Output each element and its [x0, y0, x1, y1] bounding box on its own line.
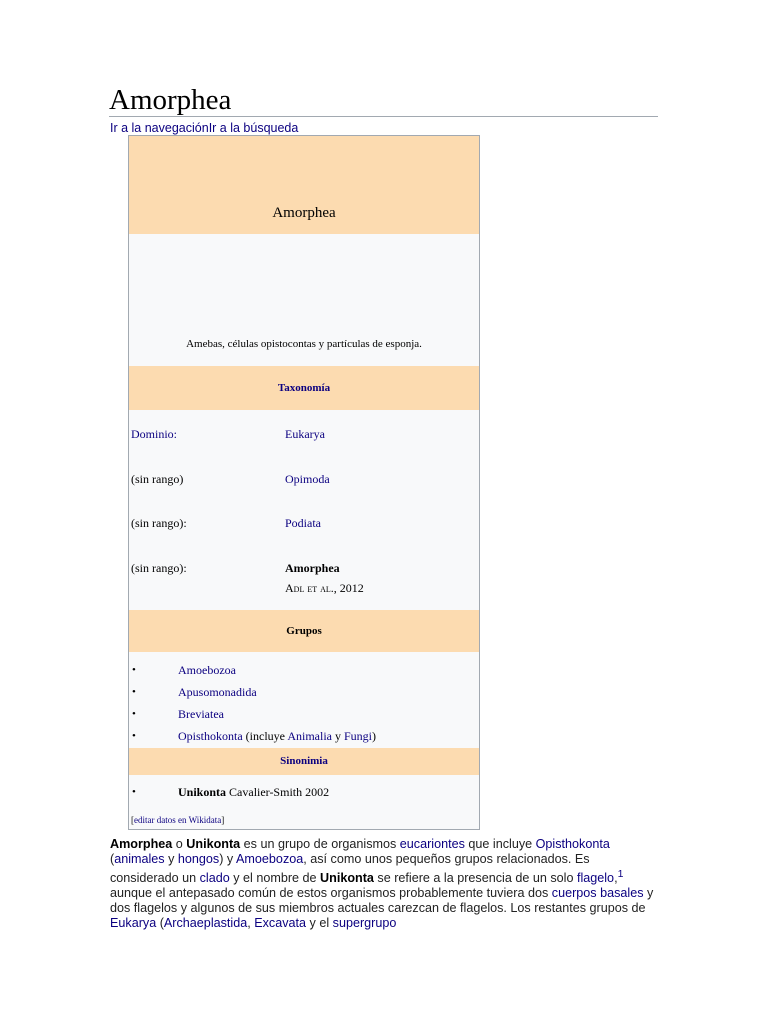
- bullet-icon: •: [132, 786, 136, 798]
- jump-to-navigation-link[interactable]: Ir a la navegación: [110, 121, 209, 135]
- taxon-authority: [285, 581, 364, 596]
- bold-term: Unikonta: [186, 837, 241, 851]
- groups-header: Grupos: [129, 610, 479, 652]
- taxon-podiata[interactable]: Podiata: [285, 516, 321, 530]
- body-text: , así como unos pequeños grupos relacionados. Es considerado un: [110, 852, 590, 886]
- body-text: ,: [614, 871, 618, 886]
- link-fungi[interactable]: Fungi: [343, 729, 372, 743]
- body-text: (: [110, 852, 115, 866]
- rank-label-sin-rango: (sin rango): [131, 472, 184, 486]
- link-hongos[interactable]: hongos: [177, 852, 220, 866]
- body-text: que incluye: [464, 837, 536, 851]
- taxon-opimoda[interactable]: Opimoda: [285, 472, 330, 486]
- body-text: se refiere a la presencia de un solo: [373, 871, 577, 886]
- body-text: aunque el antepasado común de estos organismos probablemente tuviera dos: [110, 886, 552, 901]
- taxonomy-header-link[interactable]: Taxonomía: [277, 382, 331, 394]
- link-amoebozoa[interactable]: Amoebozoa: [236, 852, 304, 866]
- body-text: ,: [247, 916, 255, 931]
- group-note: (incluye: [242, 729, 288, 743]
- bullet-icon: •: [132, 708, 136, 720]
- bold-term: Amorphea: [110, 837, 173, 851]
- synonymy-header-link[interactable]: Sinonimia: [280, 755, 328, 767]
- link-animalia[interactable]: Animalia: [287, 729, 332, 743]
- body-text: es un grupo de organismos: [240, 837, 400, 851]
- link-opisthokonta[interactable]: Opisthokonta: [535, 837, 610, 851]
- edit-wikidata-link[interactable]: editar datos en Wikidata: [134, 815, 222, 825]
- reference-marker[interactable]: [618, 868, 624, 880]
- page-title: Amorphea: [109, 84, 658, 117]
- link-animales[interactable]: animales: [114, 852, 165, 866]
- link-eukarya[interactable]: Eukarya: [110, 916, 157, 931]
- taxon-amorphea: Amorphea: [285, 561, 340, 575]
- bullet-icon: •: [132, 686, 136, 698]
- body-text: o: [172, 837, 187, 851]
- rank-label-sin-rango: (sin rango):: [131, 561, 187, 575]
- bullet-icon: •: [132, 730, 136, 742]
- infobox-caption: Amebas, células opistocontas y partículas de esponja.: [186, 338, 422, 350]
- link-flagelo[interactable]: flagelo: [576, 871, 615, 886]
- body-text: ) y: [219, 852, 237, 866]
- taxonomy-header[interactable]: [129, 366, 479, 410]
- group-opisthokonta[interactable]: Opisthokonta: [178, 729, 243, 743]
- group-opisthokonta-item: [178, 729, 376, 744]
- article-body: [110, 837, 655, 931]
- wikidata-edit: [131, 815, 224, 825]
- synonym-item: [178, 785, 329, 800]
- bracket: ]: [221, 815, 225, 825]
- link-supergrupo[interactable]: supergrupo: [332, 916, 397, 931]
- authority-year: , 2012: [333, 581, 364, 595]
- group-breviatea[interactable]: Breviatea: [178, 707, 224, 721]
- taxon-eukarya[interactable]: Eukarya: [285, 427, 325, 441]
- infobox-title-band: [129, 136, 479, 234]
- body-text: y: [164, 852, 178, 866]
- rank-label-sin-rango: (sin rango):: [131, 516, 187, 530]
- infobox: [128, 135, 480, 830]
- infobox-title: Amorphea: [272, 205, 336, 221]
- bullet-icon: •: [132, 664, 136, 676]
- link-cuerpos-basales[interactable]: cuerpos basales: [551, 886, 644, 901]
- link-eucariontes[interactable]: eucariontes: [399, 837, 465, 851]
- synonym-author: Cavalier-Smith 2002: [226, 785, 330, 799]
- bracket: [: [131, 815, 134, 825]
- group-note: y: [331, 729, 344, 743]
- body-text: y dos flagelos y algunos de sus miembros actuales carezcan de flagelos. Los restantes grupos de: [110, 886, 654, 916]
- reference-link[interactable]: 1: [617, 868, 624, 880]
- group-apusomonadida[interactable]: Apusomonadida: [178, 685, 257, 699]
- link-archaeplastida[interactable]: Archaeplastida: [163, 916, 248, 931]
- body-text: y el nombre de: [229, 871, 321, 886]
- group-note: ): [372, 729, 376, 743]
- link-excavata[interactable]: Excavata: [254, 916, 307, 931]
- bold-term: Unikonta: [320, 871, 374, 886]
- group-amoebozoa[interactable]: Amoebozoa: [178, 663, 236, 677]
- synonym-name: Unikonta: [178, 785, 227, 799]
- jump-to-search-link[interactable]: Ir a la búsqueda: [208, 121, 299, 135]
- rank-label-dominio[interactable]: Dominio:: [131, 427, 178, 441]
- link-clado[interactable]: clado: [199, 871, 230, 886]
- body-text: (: [156, 916, 164, 931]
- jump-links: [110, 121, 298, 135]
- authority-name: Adl et al.: [285, 581, 334, 595]
- body-text: y el: [306, 916, 333, 931]
- synonymy-header[interactable]: [129, 748, 479, 775]
